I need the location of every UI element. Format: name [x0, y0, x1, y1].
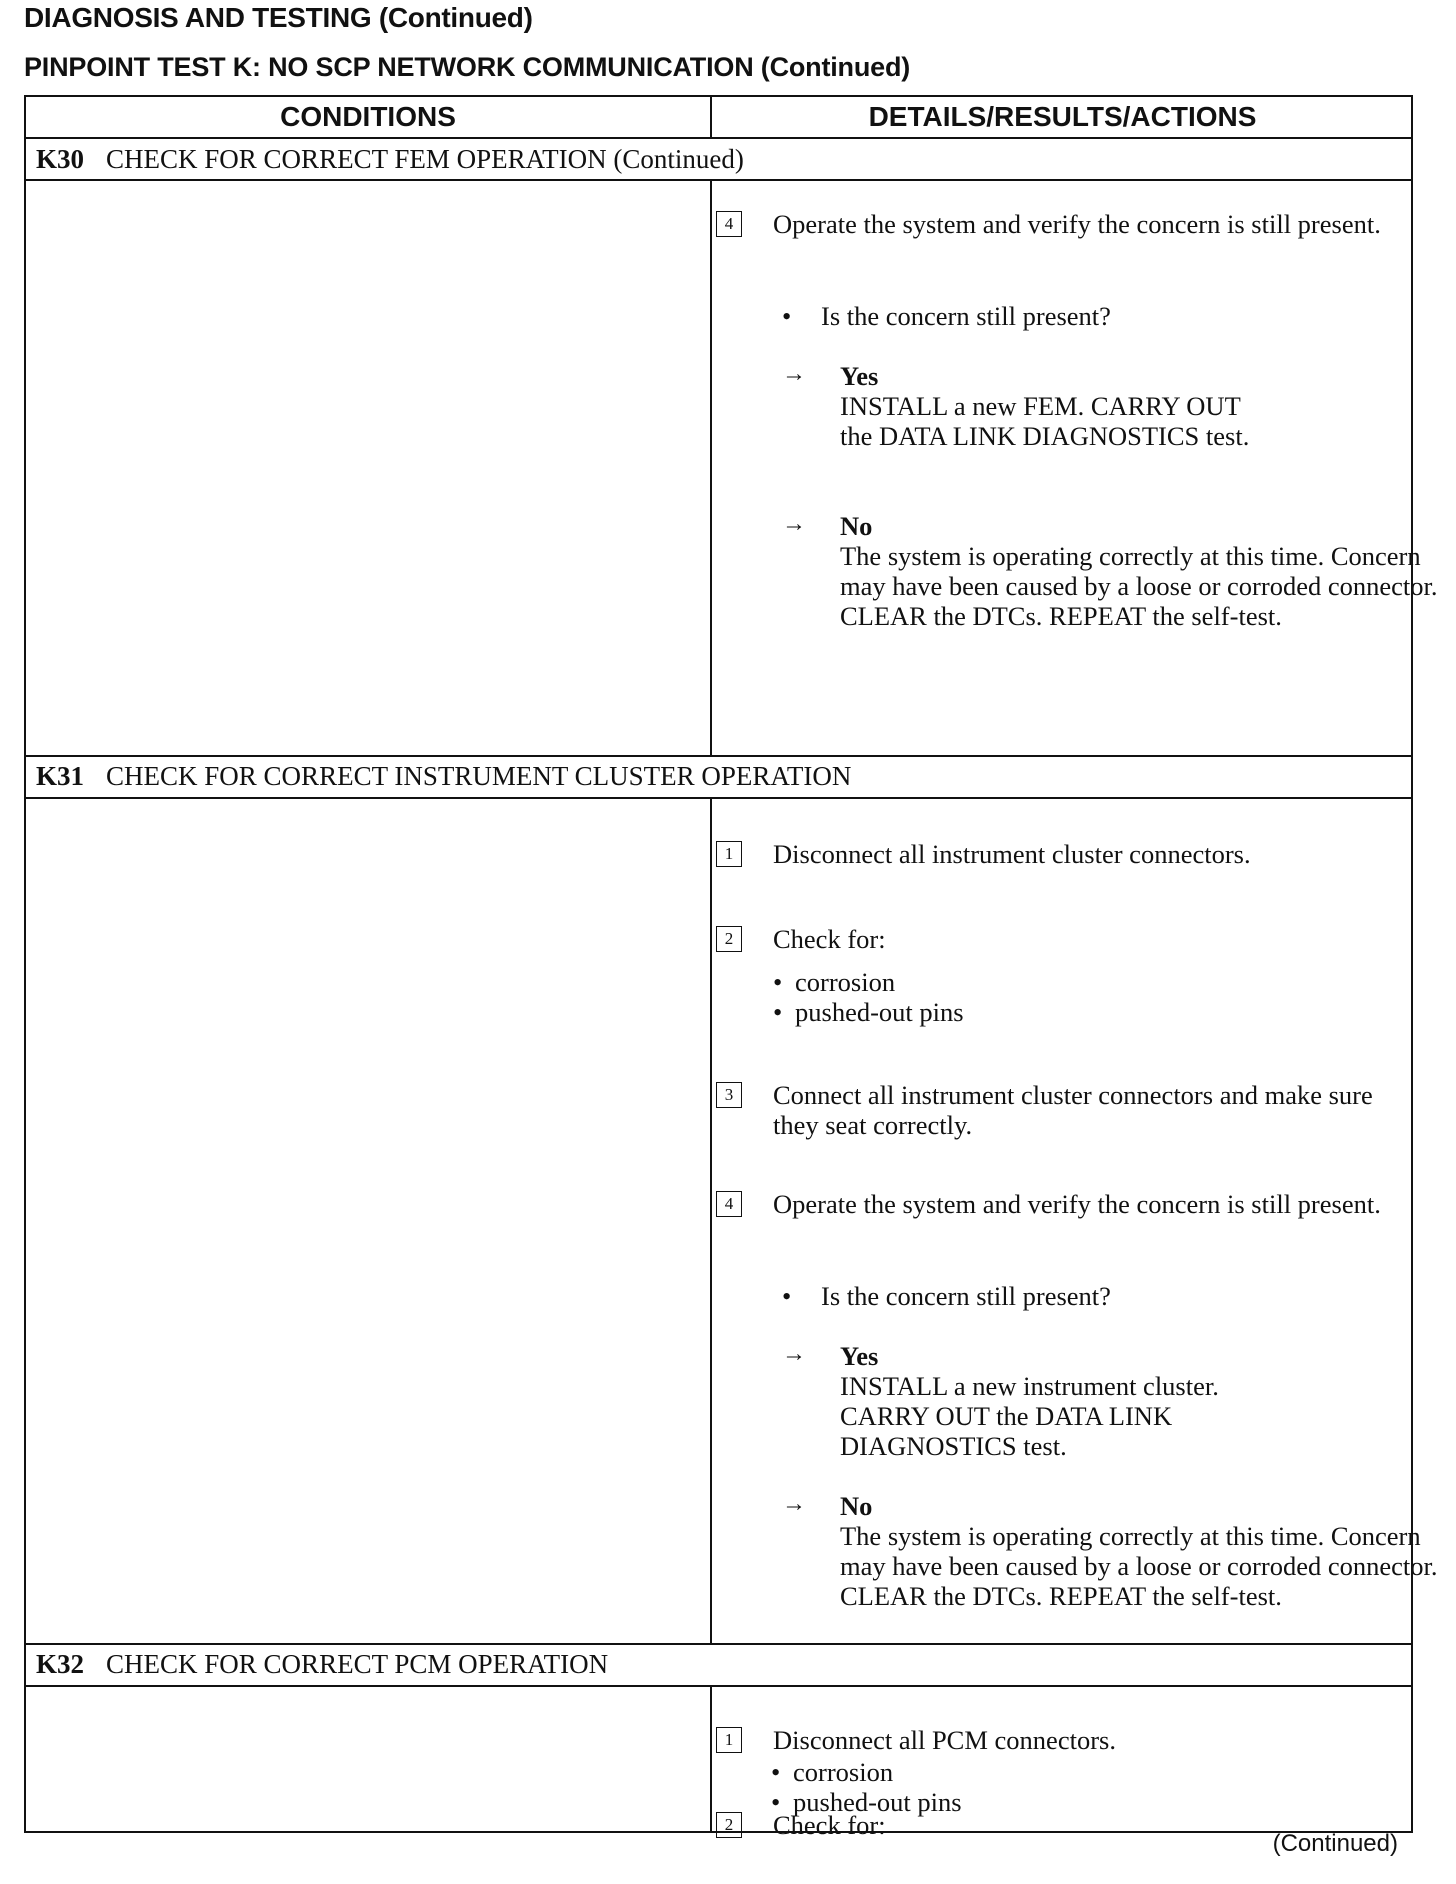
list-item: • pushed-out pins [771, 997, 964, 1027]
arrow-right-icon: → [782, 361, 806, 387]
step-title-text-k32: CHECK FOR CORRECT PCM OPERATION [106, 1649, 609, 1679]
column-header-conditions: CONDITIONS [280, 101, 456, 132]
step-title-text-k31: CHECK FOR CORRECT INSTRUMENT CLUSTER OPERATION [106, 761, 852, 791]
arrow-right-icon: → [782, 511, 806, 537]
step-text: Operate the system and verify the concern is still present. [773, 209, 1381, 239]
arrow-right-icon: → [782, 1491, 806, 1517]
column-divider-k32 [710, 1685, 712, 1833]
step-number-box: 2 [716, 926, 742, 952]
step-text: Disconnect all PCM connectors. [773, 1725, 1116, 1755]
header-divider [710, 97, 712, 137]
step-number-box: 3 [716, 1082, 742, 1108]
column-divider-k30 [710, 179, 712, 755]
answer-label: No [840, 511, 873, 541]
step-text: Check for: [773, 1810, 886, 1840]
step-text: Disconnect all instrument cluster connectors. [773, 839, 1251, 869]
arrow-right-icon: → [782, 1341, 806, 1367]
page-title: DIAGNOSIS AND TESTING (Continued) [24, 2, 533, 33]
step-number-box: 4 [716, 211, 742, 237]
step-title-k32 [36, 1649, 608, 1680]
bullet-icon: • [782, 301, 792, 331]
answer-text: The system is operating correctly at this time. Concern may have been caused by a loose or corroded connector. CLEAR the DTCs. REPEAT the self-test. [840, 541, 1438, 631]
list-item: • corrosion [769, 1757, 962, 1787]
step-number-box: 1 [716, 1727, 742, 1753]
k31-check-list [771, 967, 964, 1027]
continued-note: (Continued) [1272, 1830, 1398, 1857]
step-number-box: 1 [716, 841, 742, 867]
answer-label: No [840, 1491, 873, 1521]
step-rule-k30 [26, 179, 1411, 181]
step-text: Operate the system and verify the concern is still present. [773, 1189, 1381, 1219]
answer-label: Yes [840, 1341, 879, 1371]
step-id-k31: K31 [36, 761, 85, 791]
k32-check-list [769, 1757, 962, 1817]
step-text: Check for: [773, 924, 886, 954]
step-id-k32: K32 [36, 1649, 85, 1679]
bullet-icon: • [782, 1281, 792, 1311]
pinpoint-test-title: PINPOINT TEST K: NO SCP NETWORK COMMUNICATION (Continued) [24, 52, 911, 82]
step-rule-k31-top [26, 755, 1411, 757]
list-item: • corrosion [771, 967, 964, 997]
column-divider-k31 [710, 797, 712, 1643]
answer-label: Yes [840, 361, 879, 391]
header-rule [26, 137, 1411, 139]
list-item: • pushed-out pins [769, 1787, 962, 1817]
step-title-k31 [36, 761, 851, 792]
diagnostic-table: CONDITIONS DETAILS/RESULTS/ACTIONS K30 CHECK FOR CORRECT FEM OPERATION (Continued) 4 Operate the system and verify the concern is still present. • Is the concern still present? → Yes INSTALL a new FEM. CARRY OUT the DATA LINK DIAGNOSTICS test. → No The system is operating correctly at this time. Concern may have been caused by a loose or corroded connector. CLEAR the DTCs. REPEAT the self-test. K31 CHECK FOR CORRECT INSTRUMENT CLUSTER OPERATION 1 Disconnect all instrument cluster connectors. 2 Check for: • corrosion • pushed-out pins 3 Connect all instrument cluster connectors and make sure they seat correctly. 4 Operate the system and verify the concern is still present. • Is the concern still present? → Yes INSTALL a new instrument cluster. CARRY OUT the DATA LINK DIAGNOSTICS test. → No The system is operating correctly at this time. Concern may have been caused by a loose or corroded connector. CLEAR the DTCs. REPEAT the self-test. K32 CHECK FOR CORRECT PCM OPERATION 1 Disconnect all PCM connectors. 2 Check for: [24, 95, 1413, 1833]
step-title-text-k30: CHECK FOR CORRECT FEM OPERATION (Continued) [106, 144, 744, 174]
step-number-box: 2 [716, 1812, 742, 1838]
step-text: Connect all instrument cluster connectors and make sure they seat correctly. [773, 1080, 1373, 1140]
step-rule-k32 [26, 1685, 1411, 1687]
answer-text: The system is operating correctly at this time. Concern may have been caused by a loose or corroded connector. CLEAR the DTCs. REPEAT the self-test. [840, 1521, 1438, 1611]
answer-text: INSTALL a new instrument cluster. CARRY OUT the DATA LINK DIAGNOSTICS test. [840, 1371, 1219, 1461]
step-rule-k32-top [26, 1643, 1411, 1645]
step-id-k30: K30 [36, 144, 85, 174]
step-rule-k31 [26, 797, 1411, 799]
column-header-details: DETAILS/RESULTS/ACTIONS [868, 101, 1257, 132]
step-title-k30 [36, 144, 744, 175]
answer-text: INSTALL a new FEM. CARRY OUT the DATA LINK DIAGNOSTICS test. [840, 391, 1250, 451]
step-number-box: 4 [716, 1191, 742, 1217]
